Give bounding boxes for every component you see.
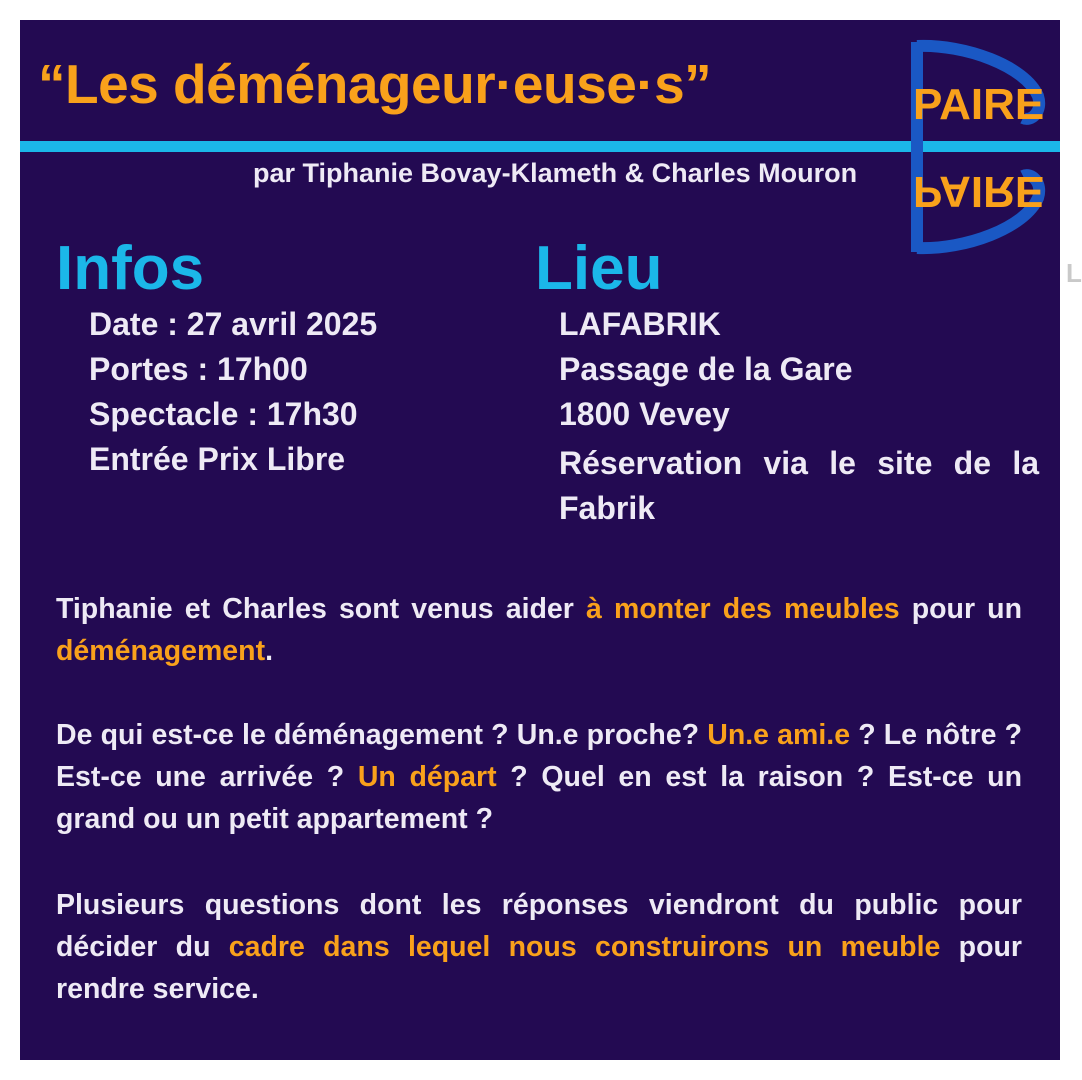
- text-segment: pour un: [899, 593, 1022, 625]
- text-segment: pour rendre service.: [56, 931, 1022, 1005]
- venue-city: 1800 Vevey: [559, 396, 730, 432]
- info-show-time: Spectacle : 17h30: [89, 396, 358, 432]
- highlight-segment: à monter des meubles: [586, 593, 900, 625]
- description-paragraph-3: [56, 884, 1022, 1010]
- info-doors: Portes : 17h00: [89, 351, 308, 387]
- highlight-segment: déménagement: [56, 635, 266, 667]
- venue-heading: Lieu: [535, 234, 663, 303]
- event-title: “Les déménageur·euse·s”: [38, 53, 712, 115]
- info-date: Date : 27 avril 2025: [89, 306, 378, 342]
- text-segment: .: [265, 635, 273, 667]
- highlight-segment: Un départ: [357, 761, 497, 793]
- authors-byline: par Tiphanie Bovay-Klameth & Charles Mouron: [253, 158, 858, 188]
- text-segment: Tiphanie et Charles sont venus aider: [56, 593, 586, 625]
- paire-logo-mark: [905, 36, 1055, 258]
- info-price: Entrée Prix Libre: [89, 441, 346, 477]
- logo-wordmark: PAIRE: [913, 80, 1045, 129]
- venue-street: Passage de la Gare: [559, 351, 853, 387]
- description-paragraph-1: [56, 588, 1022, 672]
- text-segment: Plusieurs questions dont les réponses viendront du public pour décider du: [56, 889, 1022, 963]
- infos-heading: Infos: [56, 234, 205, 303]
- text-segment: ? Quel en est la raison ? Est-ce un grand ou un petit appartement ?: [56, 761, 1022, 835]
- title-divider: [20, 141, 1060, 152]
- highlight-segment: cadre dans lequel nous construirons un meuble: [228, 931, 941, 963]
- text-segment: De qui est-ce le déménagement ? Un.e proche?: [56, 719, 708, 751]
- highlight-segment: Un.e ami.e: [707, 719, 851, 751]
- venue-name: LAFABRIK: [559, 306, 721, 342]
- stray-letter: L: [1066, 258, 1082, 288]
- venue-reservation: Réservation via le site de la Fabrik: [559, 445, 1039, 526]
- text-segment: ? Le nôtre ? Est-ce une arrivée ?: [56, 719, 1023, 793]
- description-paragraph-2: [56, 714, 1022, 840]
- logo-wordmark-mirrored: PAIRE: [913, 167, 1045, 216]
